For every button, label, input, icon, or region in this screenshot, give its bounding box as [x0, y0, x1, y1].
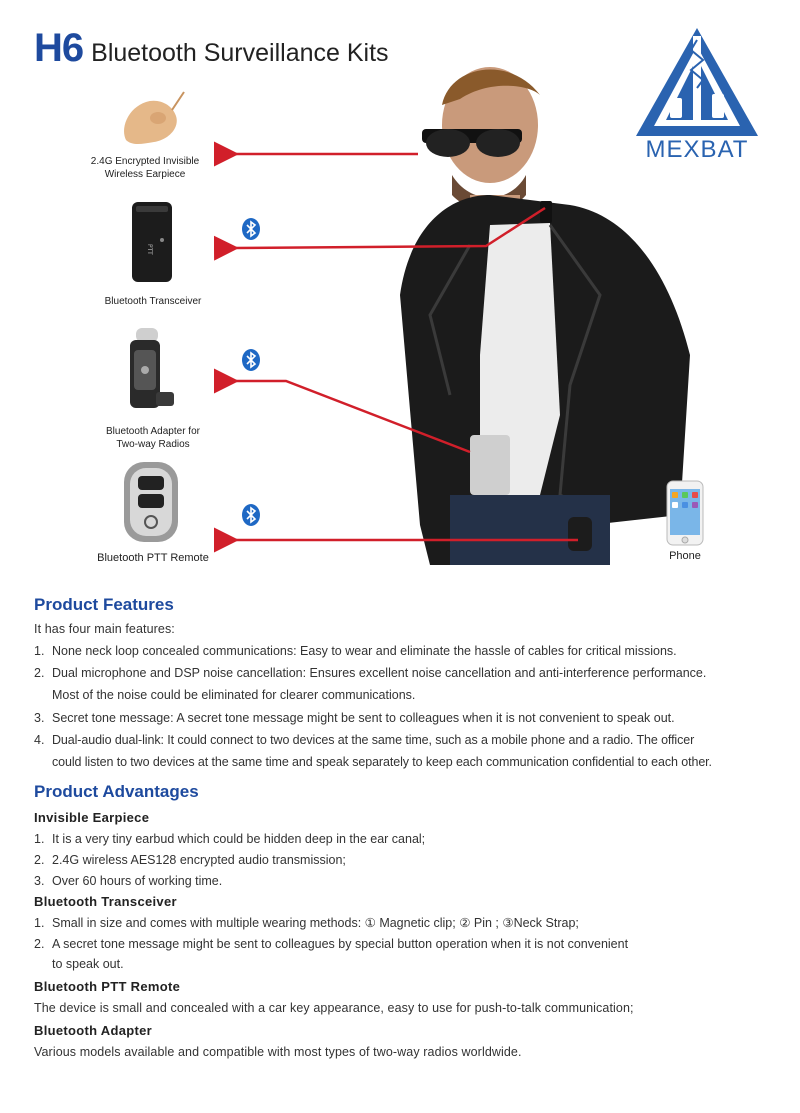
- adapter-image: [118, 322, 182, 418]
- feature-item: 3. Secret tone message: A secret tone message might be sent to colleagues when it is not convenient to speak out.: [34, 711, 675, 725]
- ptt-remote-label: Bluetooth PTT Remote: [97, 552, 209, 564]
- bluetooth-icon: [242, 504, 260, 526]
- bluetooth-icon: [242, 349, 260, 371]
- earpiece-label: 2.4G Encrypted Invisible Wireless Earpiece: [90, 156, 200, 180]
- feature-item: 1. None neck loop concealed communications: Easy to wear and eliminate the hassle of cables for critical missions.: [34, 644, 677, 658]
- earpiece-item: 1. It is a very tiny earbud which could be hidden deep in the ear canal;: [34, 832, 426, 846]
- page-title: [34, 26, 389, 71]
- feature-item: 4. Dual-audio dual-link: It could connect to two devices at the same time, such as a mobile phone and a radio. The officer: [34, 733, 695, 747]
- earpiece-item: 2. 2.4G wireless AES128 encrypted audio transmission;: [34, 853, 346, 867]
- logo-text: MEXBAT: [645, 136, 749, 163]
- kit-title: Bluetooth Surveillance Kits: [91, 39, 389, 67]
- earpiece-heading: Invisible Earpiece: [34, 810, 150, 825]
- earpiece-item: 3. Over 60 hours of working time.: [34, 874, 223, 888]
- features-intro: It has four main features:: [34, 622, 175, 636]
- phone-label: Phone: [669, 550, 701, 562]
- transceiver-item-continued: to speak out.: [52, 957, 124, 971]
- transceiver-item: 1. Small in size and comes with multiple wearing methods: ① Magnetic clip; ② Pin ; ③Neck Strap;: [34, 916, 579, 930]
- earpiece-image: [118, 88, 188, 148]
- adapter-text: Various models available and compatible with most types of two-way radios worldwide.: [34, 1045, 522, 1059]
- model-name: H6: [34, 26, 84, 70]
- ptt-remote-image: [118, 460, 184, 544]
- transceiver-label: Bluetooth Transceiver: [104, 296, 202, 307]
- adapter-label: Bluetooth Adapter for Two-way Radios: [106, 426, 200, 450]
- advantages-heading: Product Advantages: [34, 782, 199, 801]
- features-heading: Product Features: [34, 595, 174, 614]
- feature-item-continued: Most of the noise could be eliminated for clearer communications.: [52, 688, 416, 702]
- ptt-heading: Bluetooth PTT Remote: [34, 979, 181, 994]
- transceiver-item: 2. A secret tone message might be sent to colleagues by special button operation when it is not convenient: [34, 937, 629, 951]
- transceiver-heading: Bluetooth Transceiver: [34, 894, 177, 909]
- feature-item: 2. Dual microphone and DSP noise cancellation: Ensures excellent noise cancellation and anti-interference performance.: [34, 666, 707, 680]
- phone-image: [666, 480, 704, 546]
- svg-text:PTT: PTT: [146, 244, 153, 255]
- adapter-heading: Bluetooth Adapter: [34, 1023, 152, 1038]
- bluetooth-icon: [242, 218, 260, 240]
- ptt-text: The device is small and concealed with a car key appearance, easy to use for push-to-talk communication;: [34, 1001, 634, 1015]
- feature-item-continued: could listen to two devices at the same time and speak separately to keep each communication confidential to each other.: [52, 755, 712, 769]
- transceiver-image: [128, 200, 176, 284]
- person-image: [390, 55, 710, 565]
